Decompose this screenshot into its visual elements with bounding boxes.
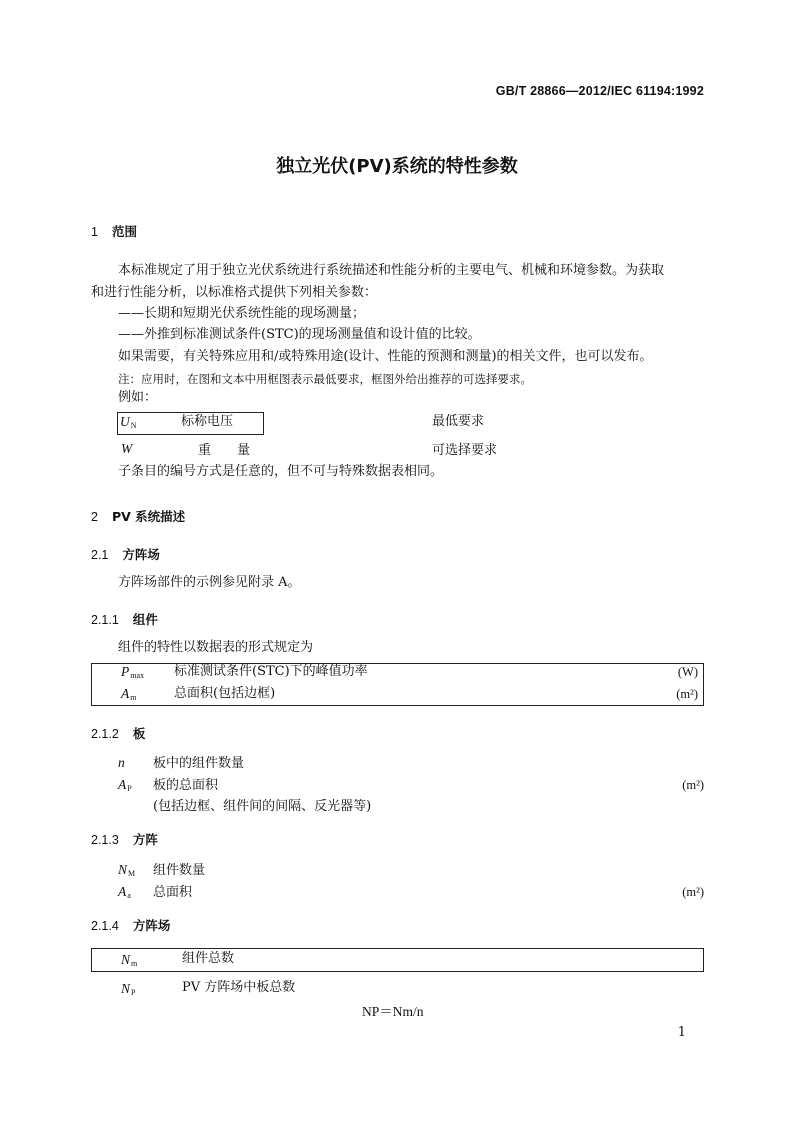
unit: (m²): [676, 687, 698, 701]
symbol: $U_N$: [120, 414, 137, 430]
section-title: 方阵场: [132, 918, 171, 933]
paragraph: 例如：: [118, 390, 158, 405]
requirement-desc: 可选择要求: [432, 443, 498, 458]
symbol: $N_M$: [118, 862, 136, 878]
requirement-desc: 最低要求: [432, 414, 485, 429]
section-2-1-2-heading: [91, 724, 145, 742]
section-2-1-1-heading: [91, 610, 158, 628]
paragraph: 本标准规定了用于独立光伏系统进行系统描述和性能分析的主要电气、机械和环境参数。为获取: [118, 263, 665, 278]
symbol: $N_P$: [121, 981, 136, 997]
section-1-heading: [91, 222, 137, 240]
parameter-label: 标准测试条件(STC)下的峰值功率: [174, 664, 368, 679]
section-title: 组件: [132, 612, 158, 627]
section-2-1-3-heading: [91, 830, 158, 848]
list-item: ——长期和短期光伏系统性能的现场测量；: [118, 306, 366, 321]
parameter-label: 板的总面积: [153, 778, 219, 793]
page-number: 1: [677, 1025, 686, 1040]
paragraph: 方阵场部件的示例参见附录 A。: [118, 575, 301, 590]
paragraph: 组件的特性以数据表的形式规定为: [118, 640, 314, 655]
parameter-label: 重 量: [198, 443, 251, 458]
paragraph: 和进行性能分析，以标准格式提供下列相关参数：: [91, 285, 378, 300]
unit: (m²): [682, 778, 704, 792]
parameter-label: 总面积: [153, 885, 193, 900]
section-2-heading: [91, 507, 185, 525]
paragraph: 如果需要，有关特殊应用和/或特殊用途(设计、性能的预测和测量)的相关文件，也可以发布。: [118, 349, 653, 364]
symbol: $A_a$: [118, 884, 131, 900]
section-2-1-4-heading: [91, 916, 170, 934]
symbol: n: [118, 755, 125, 770]
list-item: ——外推到标准测试条件(STC)的现场测量值和设计值的比较。: [118, 327, 481, 342]
symbol: $N_m$: [121, 952, 138, 968]
parameter-note: (包括边框、组件间的间隔、反光器等): [153, 799, 372, 814]
parameter-label: 组件数量: [153, 863, 206, 878]
section-number: 2.1: [91, 548, 109, 562]
parameter-label: 标称电压: [181, 414, 234, 429]
note: 注：应用时，在图和文本中用框图表示最低要求，框图外给出推荐的可选择要求。: [118, 372, 532, 386]
section-number: 2.1.2: [91, 727, 119, 741]
standard-number: GB/T 28866—2012/IEC 61194:1992: [495, 84, 704, 98]
section-number: 2.1.3: [91, 833, 119, 847]
section-2-1-heading: [91, 545, 160, 563]
section-number: 2.1.1: [91, 613, 119, 627]
section-title: 方阵: [132, 832, 158, 847]
section-title: PV 系统描述: [111, 509, 186, 524]
parameter-label: 板中的组件数量: [153, 756, 245, 771]
parameter-label: 总面积(包括边框): [174, 686, 276, 701]
document-title: 独立光伏(PV)系统的特性参数: [276, 156, 518, 177]
section-number: 1: [91, 225, 98, 239]
section-title: 板: [132, 726, 146, 741]
symbol: $P_{max}$: [121, 664, 145, 680]
parameter-label: 组件总数: [182, 951, 235, 966]
unit: (W): [677, 665, 698, 679]
parameter-label: PV 方阵场中板总数: [182, 980, 296, 995]
section-number: 2.1.4: [91, 919, 119, 933]
section-title: 方阵场: [122, 547, 160, 562]
symbol: $A_P$: [118, 777, 132, 793]
symbol: $A_m$: [121, 686, 137, 702]
unit: (m²): [682, 885, 704, 899]
paragraph: 子条目的编号方式是任意的，但不可与特殊数据表相同。: [118, 464, 444, 479]
section-title: 范围: [111, 224, 137, 239]
section-number: 2: [91, 510, 98, 524]
symbol: W: [121, 441, 133, 456]
formula: NP＝Nm/n: [362, 1004, 424, 1019]
